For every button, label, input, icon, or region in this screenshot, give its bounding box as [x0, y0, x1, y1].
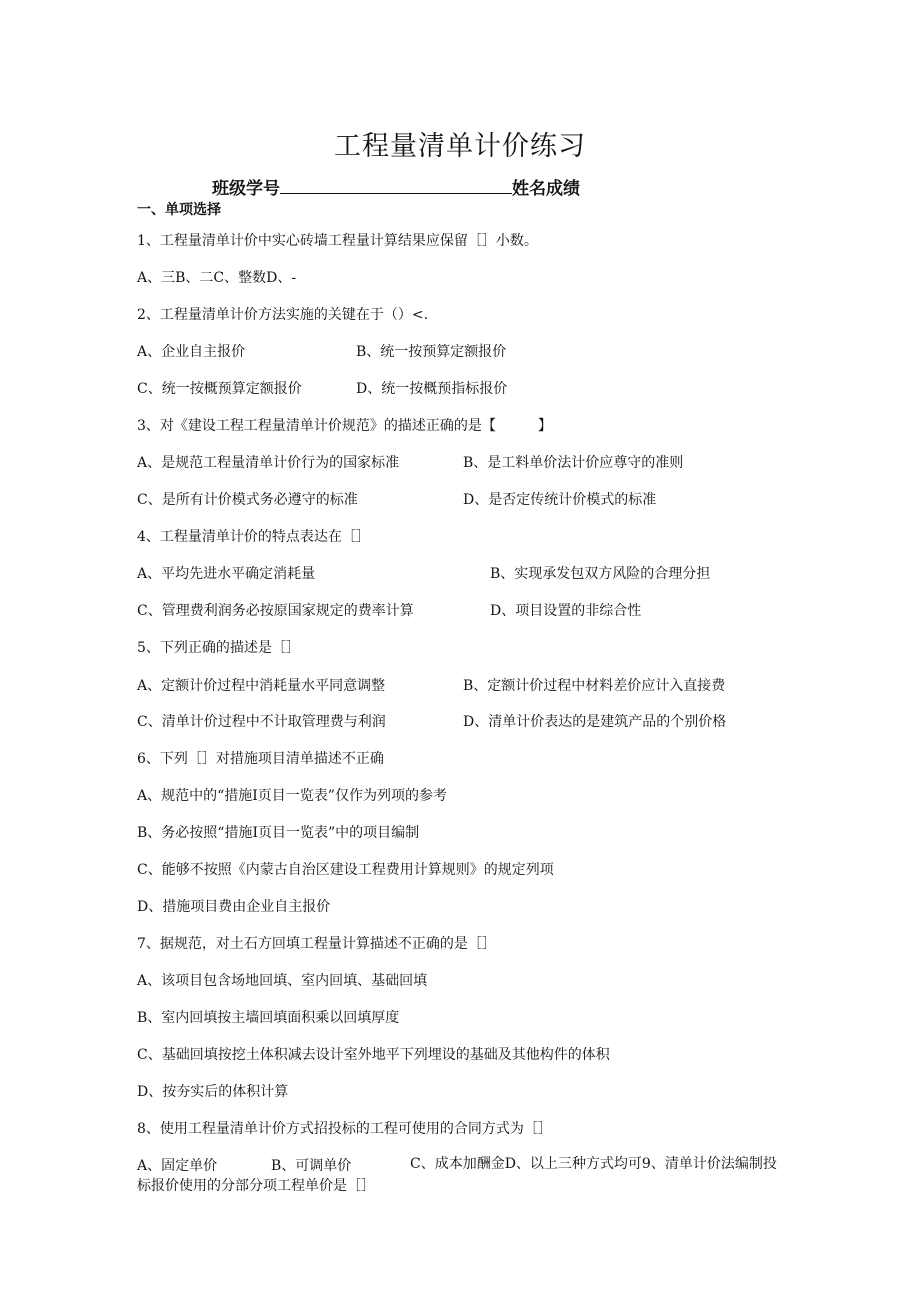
question-2-option-a: A、企业自主报价 [137, 344, 246, 360]
question-7-option-d: D、按夯实后的体积计算 [137, 1084, 289, 1100]
question-1: 1、工程量清单计价中实心砖墙工程量计算结果应保留［］小数。 [137, 233, 538, 249]
question-8-option-b: B、可调单价 [271, 1158, 352, 1174]
question-6-option-b: B、务必按照“措施I页目一览表”中的项目编制 [137, 825, 420, 841]
question-5-option-d: D、清单计价表达的是建筑产品的个别价格 [463, 714, 727, 730]
question-8: 8、使用工程量清单计价方式招投标的工程可使用的合同方式为［］ [137, 1121, 552, 1137]
question-2-option-d: D、统一按概预指标报价 [356, 381, 508, 397]
question-6-option-a: A、规范中的“措施I页目一览表”仅作为列项的参考 [137, 788, 447, 804]
question-2: 2、工程量清单计价方法实施的关键在于（）<. [137, 307, 429, 323]
question-7: 7、据规范，对土石方回填工程量计算描述不正确的是［］ [137, 936, 496, 952]
question-7-option-a: A、该项目包含场地回填、室内回填、基础回填 [137, 973, 428, 989]
question-6-option-c: C、能够不按照《内蒙古自治区建设工程费用计算规则》的规定列项 [137, 862, 554, 878]
question-3-option-d: D、是否定传统计价模式的标准 [463, 492, 657, 508]
section-heading: 一、单项选择 [137, 202, 221, 218]
name-label: 姓名成绩 [512, 179, 580, 199]
question-5-option-a: A、定额计价过程中消耗量水平同意调整 [137, 678, 386, 694]
question-4-option-d: D、项目设置的非综合性 [490, 603, 642, 619]
question-5-option-c: C、清单计价过程中不计取管理费与利润 [137, 714, 386, 730]
question-1-options: A、三B、二C、整数D、- [137, 270, 297, 286]
question-2-option-b: B、统一按预算定额报价 [356, 344, 507, 360]
question-2-option-c: C、统一按概预算定额报价 [137, 381, 302, 397]
question-4-option-b: B、实现承发包双方风险的合理分担 [490, 566, 711, 582]
question-3: 3、对《建设工程工程量清单计价规范》的描述正确的是【 】 [137, 418, 552, 434]
question-3-option-a: A、是规范工程量清单计价行为的国家标准 [137, 455, 400, 471]
class-name-line [212, 174, 580, 199]
question-4-option-a: A、平均先进水平确定消耗量 [137, 566, 316, 582]
page-title: 工程量清单计价练习 [334, 131, 586, 162]
question-8-option-c-and-question-9 [137, 1153, 787, 1197]
question-4-option-c: C、管理费利润务必按原国家规定的费率计算 [137, 603, 414, 619]
blank-line [280, 179, 512, 194]
question-3-option-c: C、是所有计价模式务必遵守的标准 [137, 492, 358, 508]
question-7-option-b: B、室内回填按主墙回填面积乘以回填厚度 [137, 1010, 400, 1026]
question-8-option-a: A、固定单价 [137, 1158, 218, 1174]
question-7-option-c: C、基础回填按挖土体积减去设计室外地平下列埋设的基础及其他构件的体积 [137, 1047, 610, 1063]
question-6-option-d: D、措施项目费由企业自主报价 [137, 899, 331, 915]
question-5: 5、下列正确的描述是［］ [137, 640, 300, 656]
question-6: 6、下列［］对措施项目清单描述不正确 [137, 751, 384, 767]
question-8-option-c-text: C、成本加酬金D、以上三种方式均可9、清单计价法编制投标报价使用的分部分项工程单价是［］ [137, 1156, 777, 1194]
question-4: 4、工程量清单计价的特点表达在［］ [137, 529, 370, 545]
question-3-option-b: B、是工料单价法计价应尊守的准则 [463, 455, 684, 471]
class-label: 班级学号 [212, 179, 280, 199]
question-5-option-b: B、定额计价过程中材料差价应计入直接费 [463, 678, 726, 694]
